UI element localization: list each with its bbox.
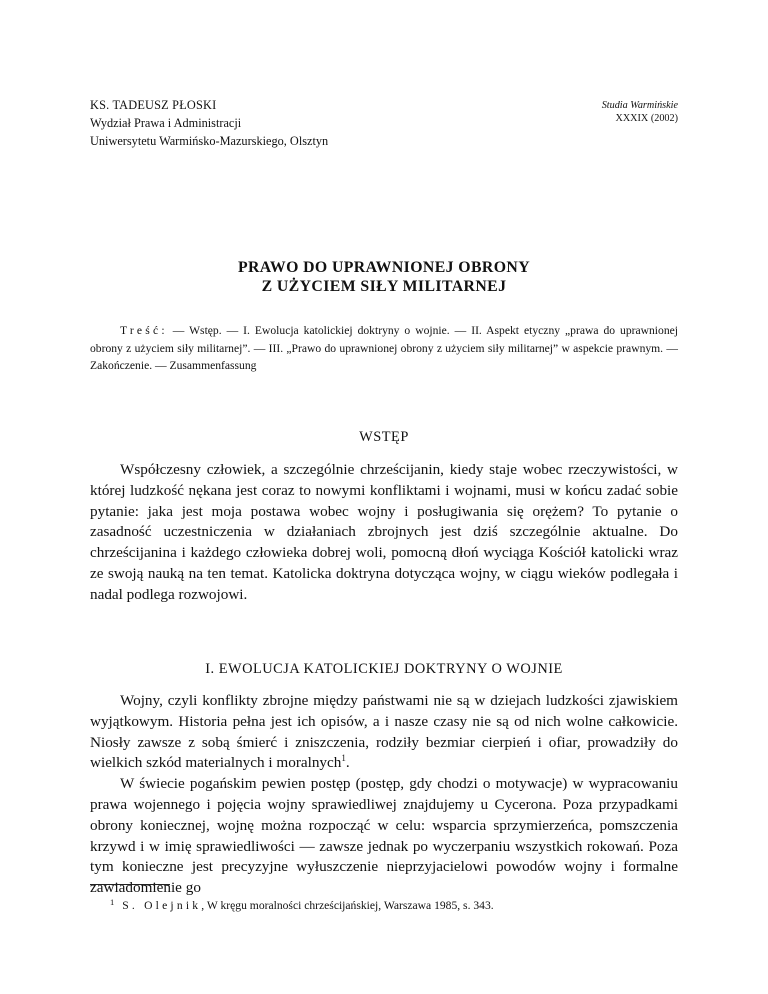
article-title [90, 258, 678, 296]
footnote-reference[interactable]: 1 [341, 753, 346, 764]
journal-name: Studia Warmińskie [601, 100, 678, 111]
affiliation-line-2: Uniwersytetu Warmińsko-Mazurskiego, Olsztyn [90, 134, 329, 148]
author-name: KS. TADEUSZ PŁOSKI [90, 98, 217, 112]
title-line-1: PRAWO DO UPRAWNIONEJ OBRONY [237, 259, 531, 276]
journal-block [602, 100, 678, 125]
paragraph-ewolucja-1-text: Wojny, czyli konflikty zbrojne między państwami nie są w dziejach ludzkości zjawiskiem wyjątkowym. Historia pełna jest ich opisów, a i nasze czasy nie są od nich wolne całkowicie. Niosły zawsze z sobą śmierć i zniszczenia, rodziły bezmiar cierpień i ofiar, prowadziły do wielkich szkód materialnych i moralnych [90, 692, 678, 772]
affiliation-line-1: Wydział Prawa i Administracji [90, 116, 242, 130]
paragraph-ewolucja-1-end: . [345, 754, 350, 772]
footnote-author: S. Olejnik [122, 899, 202, 912]
article-page [90, 0, 678, 994]
paragraph-ewolucja-1 [90, 691, 678, 774]
footnote-number: 1 [110, 897, 115, 907]
contents-label: Treść: [120, 324, 168, 337]
section-heading-ewolucja: I. EWOLUCJA KATOLICKIEJ DOKTRYNY O WOJNIE [205, 661, 563, 677]
paragraph-ewolucja-2: W świecie pogańskim pewien postęp (postęp, gdy chodzi o motywacje) w wypracowaniu prawa wojennego i pojęcia wojny sprawiedliwej znajdujemy u Cycerona. Poza przypadkami obrony koniecznej, wojnę można rozpocząć w celu: wsparcia sprzymierzeńca, pomszczenia krzywd i w imię sprawiedliwości — zawsze jednak po wyczerpaniu wszystkich rokowań. Poza tym konieczne jest precyzyjne wyłuszczenie nieprzyjacielowi powodów wojny i formalne zawiadomienie go [90, 775, 678, 897]
footnote-divider [90, 884, 170, 885]
section-body-ewolucja [90, 691, 678, 899]
footnote-text: , W kręgu moralności chrześcijańskiej, Warszawa 1985, s. 343. [201, 899, 494, 912]
title-line-2: Z UŻYCIEM SIŁY MILITARNEJ [261, 278, 507, 295]
paragraph-wstep: Współczesny człowiek, a szczególnie chrześcijanin, kiedy staje wobec rzeczywistości, w której ludzkość nękana jest coraz to nowymi konfliktami i wojnami, musi w końcu zadać sobie pytanie: jaka jest moja postawa wobec wojny i posługiwania się orężem? To pytanie o zasadność uczestniczenia w działaniach zbrojnych jest dziś szczególnie aktualne. Do chrześcijanina i każdego człowieka dobrej woli, pomocną dłoń wyciąga Kościół katolicki wraz ze swoją nauką na ten temat. Katolicka doktryna dotycząca wojny, w ciągu wieków podlegała i nadal podlega rozwojowi. [90, 461, 678, 603]
author-block [90, 96, 328, 150]
section-body-wstep [90, 460, 678, 606]
journal-volume: XXXIX (2002) [615, 112, 678, 124]
section-heading-wstep: WSTĘP [359, 429, 409, 445]
footnote [110, 895, 678, 913]
table-of-contents [90, 322, 678, 375]
contents-text: — Wstęp. — I. Ewolucja katolickiej doktryny o wojnie. — II. Aspekt etyczny „prawa do uprawnionej obrony z użyciem siły militarnej”. — III. „Prawo do uprawnionej obrony z użyciem siły militarnej” w aspekcie prawnym. — Zakończenie. — Zusammenfassung [90, 324, 678, 372]
